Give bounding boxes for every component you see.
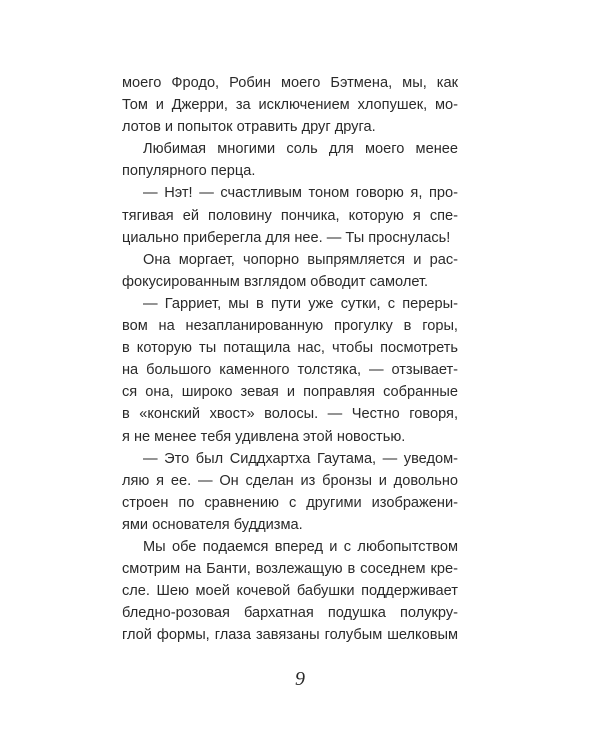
text-line: тягивая ей половину пончика, которую я спе- (122, 207, 458, 224)
text-line: Том и Джерри, за исключением хлопушек, мо- (122, 97, 458, 114)
text-line: вом на незапланированную прогулку в горы, (122, 318, 458, 335)
text-line: лотов и попыток отравить друг друга. (122, 119, 376, 136)
text-line: моего Фродо, Робин моего Бэтмена, мы, как (122, 75, 458, 91)
text-line: глой формы, глаза завязаны голубым шелковым (122, 627, 458, 644)
text-line: Любимая многими соль для моего менее (143, 141, 458, 158)
text-line: ями основателя буддизма. (122, 516, 303, 533)
text-line: — Нэт! — счастливым тоном говорю я, про- (143, 185, 458, 202)
text-line: строен по сравнению с другими изображени- (122, 494, 458, 511)
text-line: популярного перца. (122, 163, 256, 180)
text-line: Она моргает, чопорно выпрямляется и рас- (143, 251, 458, 268)
text-line: я не менее тебя удивлена этой новостью. (122, 428, 406, 445)
text-line: ся она, широко зевая и поправляя собранные (122, 384, 458, 401)
text-line: в которую ты потащила нас, чтобы посмотреть (122, 340, 458, 357)
text-line: циально приберегла для нее. — Ты проснулась! (122, 229, 451, 246)
text-line: фокусированным взглядом обводит самолет. (122, 273, 429, 290)
text-line: ляю я ее. — Он сделан из бронзы и довольно (122, 472, 458, 489)
text-line: сле. Шею моей кочевой бабушки поддерживает (122, 583, 458, 600)
text-line: — Это был Сиддхартха Гаутама, — уведом- (143, 450, 458, 467)
text-line: бледно-розовая бархатная подушка полукру- (122, 605, 458, 622)
body-text (122, 72, 458, 646)
text-line: — Гарриет, мы в пути уже сутки, с переры- (143, 295, 458, 312)
text-line: смотрим на Банти, возлежащую в соседнем кре- (122, 561, 458, 578)
text-line: Мы обе подаемся вперед и с любопытством (143, 538, 458, 555)
page-number: 9 (295, 668, 305, 690)
text-line: на большого каменного толстяка, — отзывает- (122, 362, 458, 379)
text-line: в «конский хвост» волосы. — Честно говоря, (122, 406, 458, 423)
